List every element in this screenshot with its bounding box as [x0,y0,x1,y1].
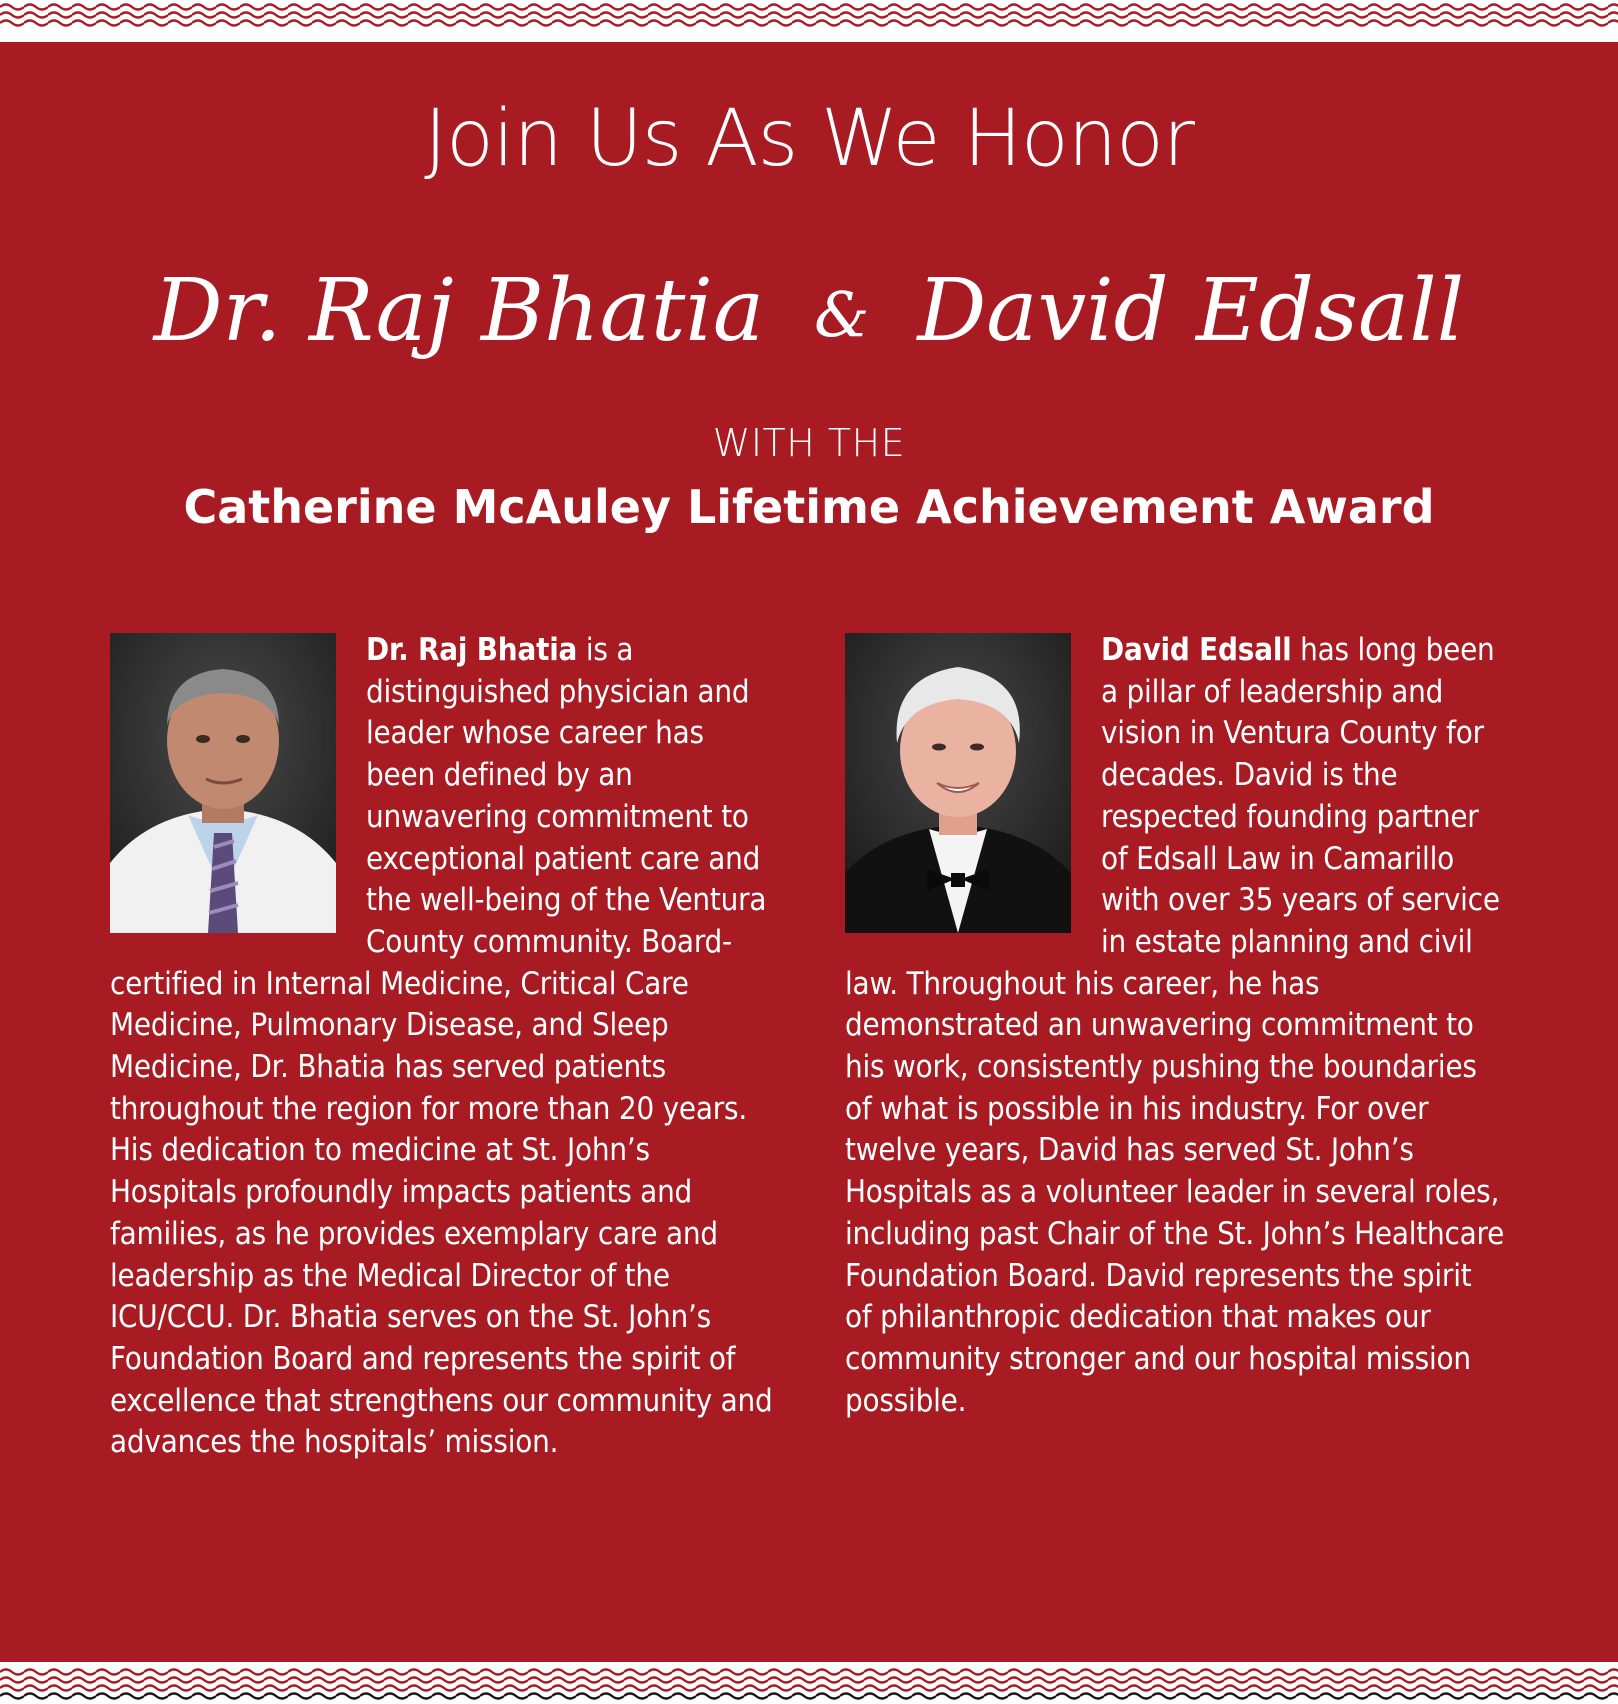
wave-border-top [0,0,1618,42]
wave-border-bottom [0,1662,1618,1704]
bio-body-bhatia: is a distinguished physician and leader whose career has been defined by an unwavering commitment to exceptional patient care and the well-being of the Ventura County community. Board-certified in Internal Medicine, Critical Care Medicine, Pulmonary Disease, and Sleep Medicine, Dr. Bhatia has served patients throughout the region for more than 20 years. His dedication to medicine at St. John’s Hospitals profoundly impacts patients and families, as he provides exemplary care and leadership as the Medical Director of the ICU/CCU. Dr. Bhatia serves on the St. John’s Foundation Board and represents the spirit of excellence that strengthens our community and advances the hospitals’ mission. [110,632,773,1461]
portrait-photo-edsall [845,633,1071,933]
page-title: Join Us As We Honor [424,94,1194,184]
bio-name-bhatia: Dr. Raj Bhatia [366,632,578,668]
ampersand: & [814,278,870,351]
with-the-label: WITH THE [712,421,906,465]
bio-bhatia [110,630,780,1464]
honoree-names [0,261,1618,361]
portrait-photo-bhatia [110,633,336,933]
honoree-name-first: Dr. Raj Bhatia [153,261,765,361]
honoree-name-second: David Edsall [917,261,1465,361]
bio-body-edsall: has long been a pillar of leadership and vision in Ventura County for decades. David is the respected founding partner of Edsall Law in Camarillo with over 35 years of service in estate planning and civil law. Throughout his career, he has demonstrated an unwavering commitment to his work, consistently pushing the boundaries of what is possible in his industry. For over twelve years, David has served St. John’s Hospitals as a volunteer leader in several roles, including past Chair of the St. John’s Healthcare Foundation Board. David represents the spirit of philanthropic dedication that makes our community stronger and our hospital mission possible. [845,632,1505,1419]
award-title: Catherine McAuley Lifetime Achievement Award [183,480,1435,534]
bio-edsall [845,630,1505,1422]
bio-name-edsall: David Edsall [1101,632,1292,668]
